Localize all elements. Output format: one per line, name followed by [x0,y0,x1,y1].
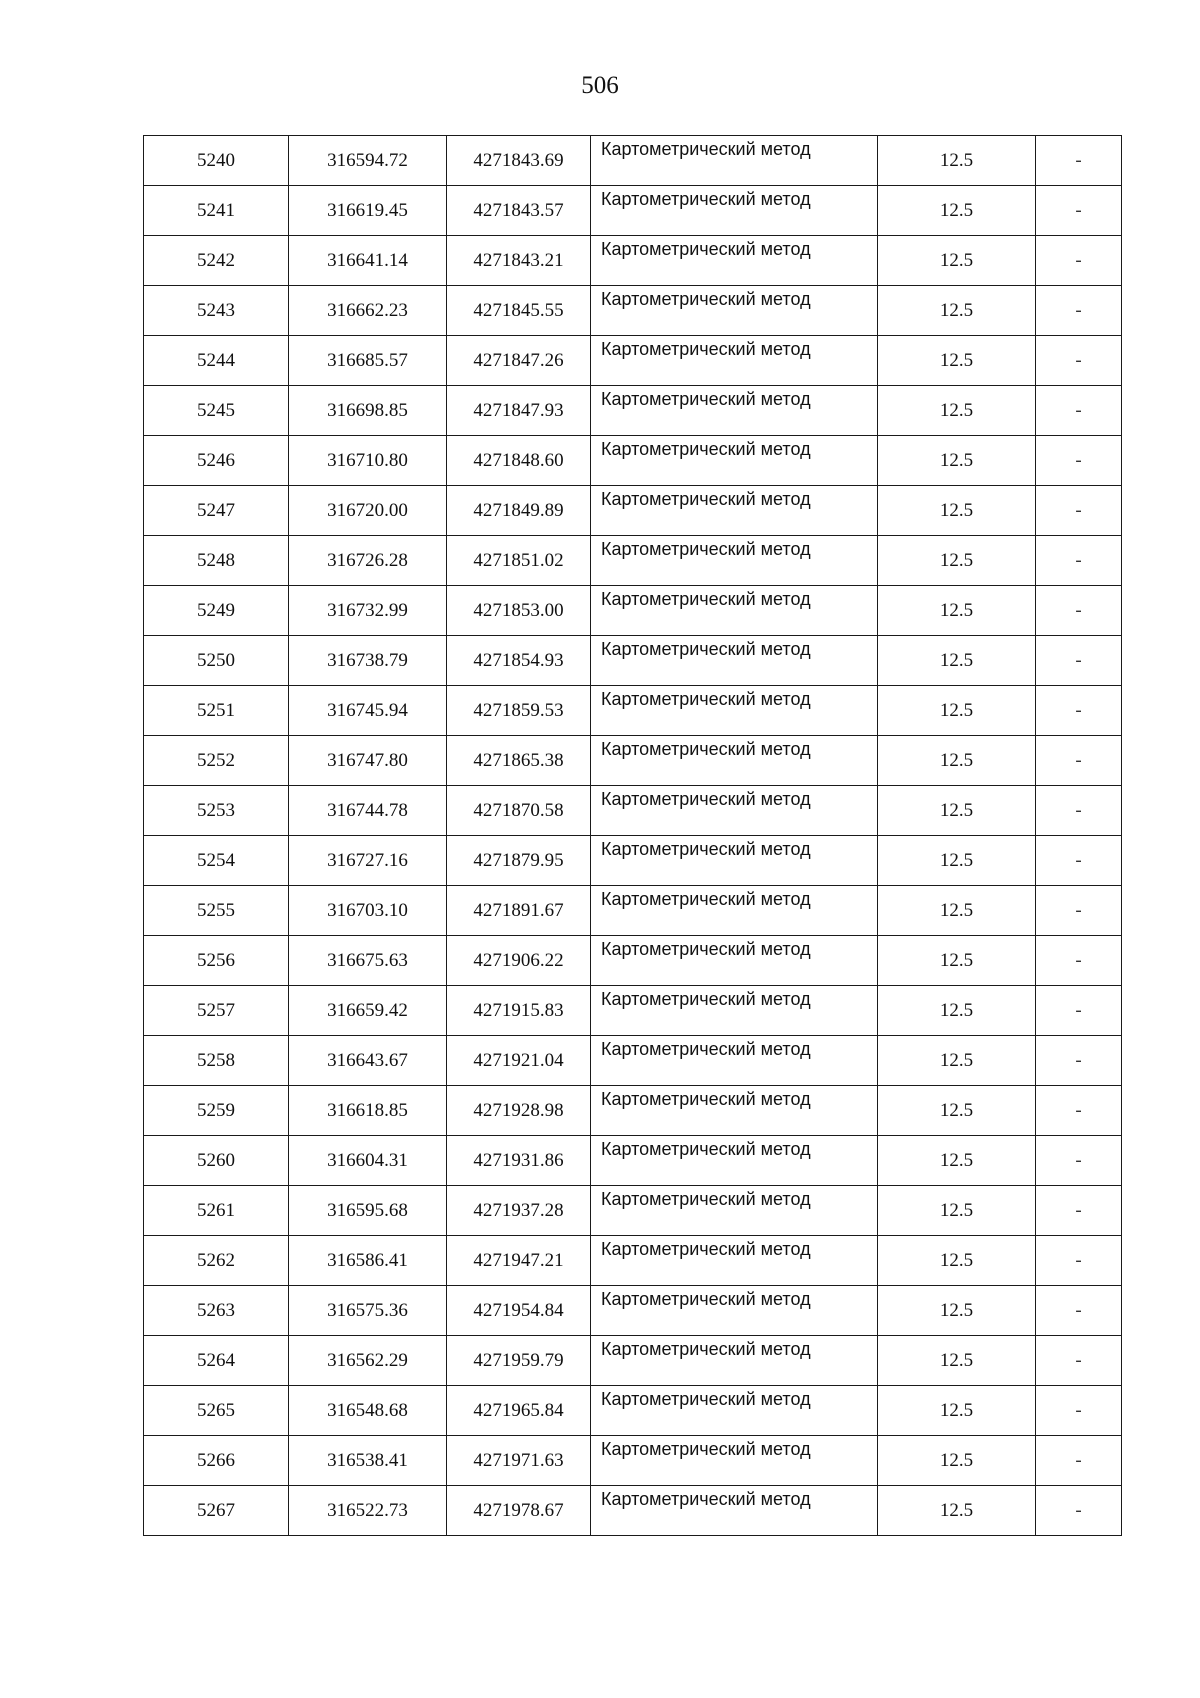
precision-cell: 12.5 [878,786,1036,836]
x-coordinate-cell: 316604.31 [289,1136,447,1186]
table-row [144,236,1122,286]
precision-cell: 12.5 [878,586,1036,636]
point-number-cell: 5252 [144,736,289,786]
table-row [144,986,1122,1036]
note-cell: - [1036,1386,1122,1436]
method-cell: Картометрический метод [591,1036,878,1086]
y-coordinate-cell: 4271931.86 [447,1136,591,1186]
y-coordinate-cell: 4271851.02 [447,536,591,586]
table-row [144,1136,1122,1186]
point-number-cell: 5262 [144,1236,289,1286]
x-coordinate-cell: 316675.63 [289,936,447,986]
x-coordinate-cell: 316586.41 [289,1236,447,1286]
x-coordinate-cell: 316643.67 [289,1036,447,1086]
y-coordinate-cell: 4271879.95 [447,836,591,886]
precision-cell: 12.5 [878,536,1036,586]
y-coordinate-cell: 4271906.22 [447,936,591,986]
precision-cell: 12.5 [878,736,1036,786]
x-coordinate-cell: 316641.14 [289,236,447,286]
table-row [144,1386,1122,1436]
table-row [144,1286,1122,1336]
note-cell: - [1036,436,1122,486]
method-cell: Картометрический метод [591,1136,878,1186]
table-row [144,486,1122,536]
x-coordinate-cell: 316738.79 [289,636,447,686]
note-cell: - [1036,586,1122,636]
y-coordinate-cell: 4271891.67 [447,886,591,936]
note-cell: - [1036,836,1122,886]
note-cell: - [1036,1336,1122,1386]
y-coordinate-cell: 4271854.93 [447,636,591,686]
point-number-cell: 5254 [144,836,289,886]
point-number-cell: 5248 [144,536,289,586]
precision-cell: 12.5 [878,286,1036,336]
method-cell: Картометрический метод [591,786,878,836]
point-number-cell: 5263 [144,1286,289,1336]
method-cell: Картометрический метод [591,1236,878,1286]
x-coordinate-cell: 316562.29 [289,1336,447,1386]
point-number-cell: 5249 [144,586,289,636]
point-number-cell: 5264 [144,1336,289,1386]
point-number-cell: 5250 [144,636,289,686]
y-coordinate-cell: 4271971.63 [447,1436,591,1486]
precision-cell: 12.5 [878,136,1036,186]
method-cell: Картометрический метод [591,186,878,236]
table-row [144,136,1122,186]
precision-cell: 12.5 [878,1236,1036,1286]
x-coordinate-cell: 316726.28 [289,536,447,586]
point-number-cell: 5240 [144,136,289,186]
precision-cell: 12.5 [878,1336,1036,1386]
table-row [144,1336,1122,1386]
note-cell: - [1036,536,1122,586]
x-coordinate-cell: 316575.36 [289,1286,447,1336]
y-coordinate-cell: 4271965.84 [447,1386,591,1436]
x-coordinate-cell: 316618.85 [289,1086,447,1136]
y-coordinate-cell: 4271848.60 [447,436,591,486]
point-number-cell: 5255 [144,886,289,936]
precision-cell: 12.5 [878,1486,1036,1536]
x-coordinate-cell: 316698.85 [289,386,447,436]
method-cell: Картометрический метод [591,1086,878,1136]
precision-cell: 12.5 [878,436,1036,486]
y-coordinate-cell: 4271849.89 [447,486,591,536]
note-cell: - [1036,1136,1122,1186]
method-cell: Картометрический метод [591,236,878,286]
method-cell: Картометрический метод [591,1186,878,1236]
y-coordinate-cell: 4271843.69 [447,136,591,186]
note-cell: - [1036,486,1122,536]
x-coordinate-cell: 316595.68 [289,1186,447,1236]
y-coordinate-cell: 4271978.67 [447,1486,591,1536]
method-cell: Картометрический метод [591,936,878,986]
note-cell: - [1036,136,1122,186]
precision-cell: 12.5 [878,686,1036,736]
table-row [144,1436,1122,1486]
table-row [144,286,1122,336]
point-number-cell: 5256 [144,936,289,986]
method-cell: Картометрический метод [591,1336,878,1386]
method-cell: Картометрический метод [591,1386,878,1436]
precision-cell: 12.5 [878,1086,1036,1136]
x-coordinate-cell: 316744.78 [289,786,447,836]
x-coordinate-cell: 316745.94 [289,686,447,736]
point-number-cell: 5251 [144,686,289,736]
point-number-cell: 5243 [144,286,289,336]
point-number-cell: 5245 [144,386,289,436]
table-row [144,1186,1122,1236]
note-cell: - [1036,636,1122,686]
table-row [144,1486,1122,1536]
method-cell: Картометрический метод [591,336,878,386]
point-number-cell: 5260 [144,1136,289,1186]
table-row [144,1086,1122,1136]
x-coordinate-cell: 316594.72 [289,136,447,186]
x-coordinate-cell: 316710.80 [289,436,447,486]
method-cell: Картометрический метод [591,1486,878,1536]
precision-cell: 12.5 [878,986,1036,1036]
y-coordinate-cell: 4271915.83 [447,986,591,1036]
method-cell: Картометрический метод [591,636,878,686]
precision-cell: 12.5 [878,186,1036,236]
note-cell: - [1036,1186,1122,1236]
note-cell: - [1036,1286,1122,1336]
note-cell: - [1036,1236,1122,1286]
table-row [144,1036,1122,1086]
x-coordinate-cell: 316619.45 [289,186,447,236]
precision-cell: 12.5 [878,636,1036,686]
table-row [144,436,1122,486]
y-coordinate-cell: 4271859.53 [447,686,591,736]
method-cell: Картометрический метод [591,136,878,186]
x-coordinate-cell: 316659.42 [289,986,447,1036]
table-body [144,136,1122,1536]
point-number-cell: 5241 [144,186,289,236]
precision-cell: 12.5 [878,386,1036,436]
point-number-cell: 5267 [144,1486,289,1536]
method-cell: Картометрический метод [591,436,878,486]
y-coordinate-cell: 4271928.98 [447,1086,591,1136]
method-cell: Картометрический метод [591,736,878,786]
point-number-cell: 5257 [144,986,289,1036]
note-cell: - [1036,1086,1122,1136]
x-coordinate-cell: 316522.73 [289,1486,447,1536]
precision-cell: 12.5 [878,1386,1036,1436]
x-coordinate-cell: 316685.57 [289,336,447,386]
table-row [144,536,1122,586]
method-cell: Картометрический метод [591,286,878,336]
method-cell: Картометрический метод [591,1286,878,1336]
note-cell: - [1036,786,1122,836]
table-row [144,1236,1122,1286]
y-coordinate-cell: 4271853.00 [447,586,591,636]
note-cell: - [1036,936,1122,986]
table-row [144,786,1122,836]
point-number-cell: 5265 [144,1386,289,1436]
method-cell: Картометрический метод [591,686,878,736]
method-cell: Картометрический метод [591,536,878,586]
precision-cell: 12.5 [878,936,1036,986]
table-row [144,386,1122,436]
precision-cell: 12.5 [878,1286,1036,1336]
note-cell: - [1036,286,1122,336]
method-cell: Картометрический метод [591,486,878,536]
x-coordinate-cell: 316662.23 [289,286,447,336]
x-coordinate-cell: 316538.41 [289,1436,447,1486]
point-number-cell: 5242 [144,236,289,286]
precision-cell: 12.5 [878,1136,1036,1186]
table-row [144,686,1122,736]
x-coordinate-cell: 316720.00 [289,486,447,536]
table-row [144,836,1122,886]
page-number: 506 [581,72,619,99]
method-cell: Картометрический метод [591,1436,878,1486]
table-row [144,336,1122,386]
note-cell: - [1036,336,1122,386]
point-number-cell: 5259 [144,1086,289,1136]
note-cell: - [1036,236,1122,286]
point-number-cell: 5258 [144,1036,289,1086]
y-coordinate-cell: 4271847.93 [447,386,591,436]
table-row [144,186,1122,236]
precision-cell: 12.5 [878,486,1036,536]
y-coordinate-cell: 4271845.55 [447,286,591,336]
x-coordinate-cell: 316703.10 [289,886,447,936]
table-row [144,936,1122,986]
y-coordinate-cell: 4271947.21 [447,1236,591,1286]
precision-cell: 12.5 [878,336,1036,386]
note-cell: - [1036,1436,1122,1486]
note-cell: - [1036,386,1122,436]
note-cell: - [1036,186,1122,236]
table-row [144,636,1122,686]
point-number-cell: 5266 [144,1436,289,1486]
note-cell: - [1036,686,1122,736]
x-coordinate-cell: 316747.80 [289,736,447,786]
y-coordinate-cell: 4271954.84 [447,1286,591,1336]
point-number-cell: 5253 [144,786,289,836]
method-cell: Картометрический метод [591,386,878,436]
point-number-cell: 5261 [144,1186,289,1236]
y-coordinate-cell: 4271847.26 [447,336,591,386]
table-row [144,886,1122,936]
point-number-cell: 5244 [144,336,289,386]
x-coordinate-cell: 316548.68 [289,1386,447,1436]
precision-cell: 12.5 [878,836,1036,886]
precision-cell: 12.5 [878,886,1036,936]
point-number-cell: 5247 [144,486,289,536]
method-cell: Картометрический метод [591,986,878,1036]
y-coordinate-cell: 4271843.57 [447,186,591,236]
method-cell: Картометрический метод [591,886,878,936]
note-cell: - [1036,1036,1122,1086]
y-coordinate-cell: 4271959.79 [447,1336,591,1386]
note-cell: - [1036,736,1122,786]
y-coordinate-cell: 4271843.21 [447,236,591,286]
x-coordinate-cell: 316732.99 [289,586,447,636]
table-row [144,736,1122,786]
y-coordinate-cell: 4271937.28 [447,1186,591,1236]
precision-cell: 12.5 [878,1036,1036,1086]
precision-cell: 12.5 [878,236,1036,286]
y-coordinate-cell: 4271870.58 [447,786,591,836]
note-cell: - [1036,886,1122,936]
y-coordinate-cell: 4271921.04 [447,1036,591,1086]
table-row [144,586,1122,636]
precision-cell: 12.5 [878,1186,1036,1236]
coordinates-table [143,135,1122,1536]
note-cell: - [1036,1486,1122,1536]
method-cell: Картометрический метод [591,836,878,886]
note-cell: - [1036,986,1122,1036]
x-coordinate-cell: 316727.16 [289,836,447,886]
precision-cell: 12.5 [878,1436,1036,1486]
point-number-cell: 5246 [144,436,289,486]
method-cell: Картометрический метод [591,586,878,636]
y-coordinate-cell: 4271865.38 [447,736,591,786]
